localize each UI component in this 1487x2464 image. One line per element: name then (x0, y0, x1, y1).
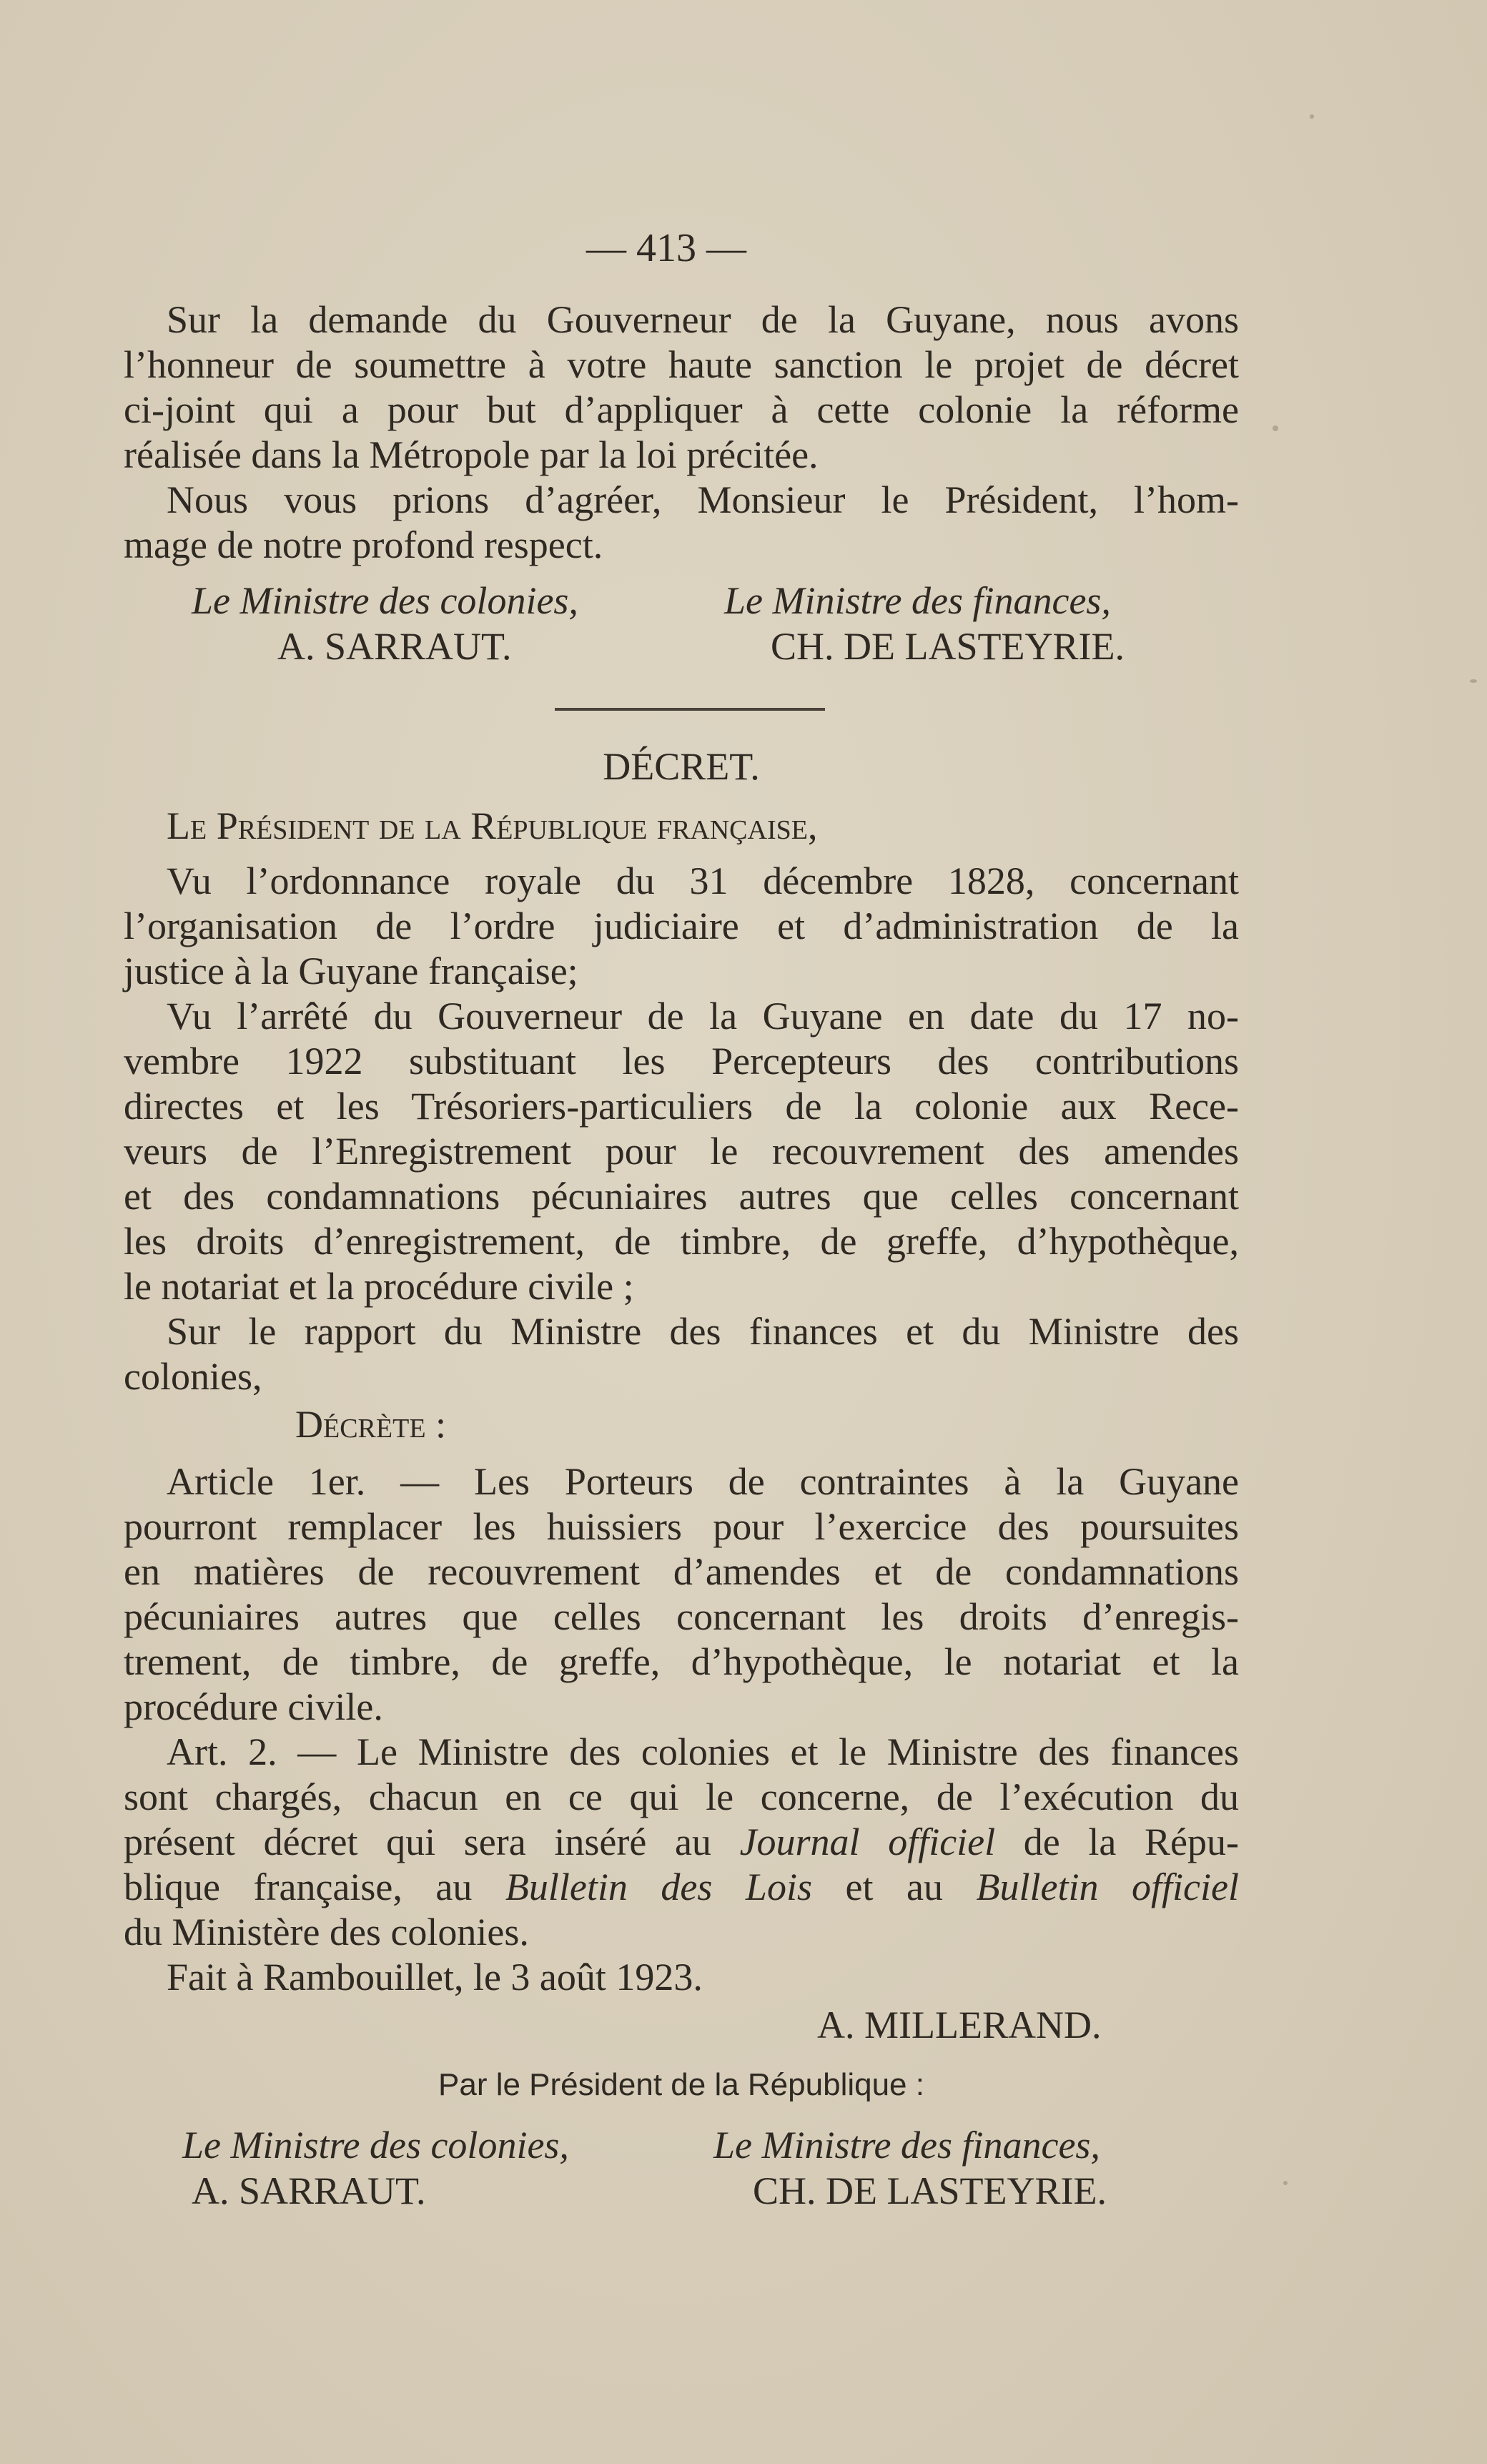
text-line: directes et les Trésoriers-particuliers de la colonie aux Rece- (124, 1085, 1239, 1128)
article-1-line: pourront remplacer les huissiers pour l’exercice des poursuites (124, 1505, 1239, 1548)
done-at-line: Fait à Rambouillet, le 3 août 1923. (167, 1956, 703, 1999)
text-line: l’honneur de soumettre à votre haute sanction le projet de décret (124, 343, 1239, 386)
paper-speck (1310, 114, 1314, 119)
article-1-line: en matières de recouvrement d’amendes et de condamnations (124, 1550, 1239, 1593)
text-line: ci-joint qui a pour but d’appliquer à cette colonie la réforme (124, 388, 1239, 431)
par-le-president: Par le Président de la République : (438, 2067, 924, 2102)
journal-officiel-ref: Journal officiel (739, 1820, 996, 1863)
signer-title-finances: Le Ministre des finances, (724, 579, 1111, 622)
president-signature: A. MILLERAND. (817, 2004, 1102, 2046)
signer-title-colonies: Le Ministre des colonies, (182, 2124, 569, 2167)
paper-speck (1283, 2181, 1288, 2185)
text-line: mage de notre profond respect. (124, 523, 603, 566)
article-2-text: présent décret qui sera inséré au (124, 1820, 740, 1863)
signer-name-lasteyrie: CH. DE LASTEYRIE. (771, 625, 1125, 668)
article-1-line: Article 1er. — Les Porteurs de contraintes à la Guyane (167, 1460, 1239, 1503)
article-2-line: sont chargés, chacun en ce qui le concerne, de l’exécution du (124, 1775, 1239, 1818)
article-2-line: Art. 2. — Le Ministre des colonies et le Ministre des finances (167, 1730, 1239, 1773)
paper-speck (1470, 679, 1477, 683)
article-2-line: du Ministère des colonies. (124, 1911, 529, 1953)
article-1-line: trement, de timbre, de greffe, d’hypothèque, le notariat et la (124, 1640, 1239, 1683)
signer-title-finances: Le Ministre des finances, (713, 2124, 1100, 2167)
article-2-line (124, 1864, 1239, 1910)
text-line: réalisée dans la Métropole par la loi précitée. (124, 433, 819, 476)
page-number: — 413 — (586, 226, 746, 270)
article-1-line: procédure civile. (124, 1685, 383, 1728)
signer-name-sarraut: A. SARRAUT. (277, 625, 512, 668)
article-2-text: de la Répu- (995, 1820, 1240, 1863)
text-line: Nous vous prions d’agréer, Monsieur le Président, l’hom- (167, 478, 1239, 521)
article-2-text: et au (811, 1866, 977, 1908)
signer-name-lasteyrie: CH. DE LASTEYRIE. (753, 2169, 1107, 2212)
decrete-heading: Décrète : (295, 1403, 447, 1446)
text-line: le notariat et la procédure civile ; (124, 1265, 634, 1308)
text-line: Sur la demande du Gouverneur de la Guyane, nous avons (167, 298, 1239, 341)
text-line: et des condamnations pécuniaires autres que celles concernant (124, 1175, 1239, 1218)
decree-title: DÉCRET. (603, 745, 760, 788)
text-line: colonies, (124, 1355, 262, 1398)
article-2-line (124, 1819, 1239, 1865)
text-line: veurs de l’Enregistrement pour le recouvrement des amendes (124, 1130, 1239, 1173)
text-line: les droits d’enregistrement, de timbre, de greffe, d’hypothèque, (124, 1220, 1239, 1263)
text-line: Vu l’ordonnance royale du 31 décembre 1828, concernant (167, 859, 1239, 902)
article-2-text: blique française, au (124, 1866, 505, 1908)
text-line: Vu l’arrêté du Gouverneur de la Guyane en date du 17 no- (167, 995, 1239, 1038)
text-line: vembre 1922 substituant les Percepteurs des contributions (124, 1040, 1239, 1083)
text-line: justice à la Guyane française; (124, 950, 578, 992)
bulletin-des-lois-ref: Bulletin des Lois (505, 1866, 812, 1908)
bulletin-officiel-ref: Bulletin officiel (976, 1866, 1239, 1908)
text-line: Sur le rapport du Ministre des finances et du Ministre des (167, 1310, 1239, 1353)
signer-name-sarraut: A. SARRAUT. (192, 2169, 426, 2212)
president-line: Le Président de la République française, (167, 804, 818, 847)
paper-speck (1273, 425, 1278, 431)
text-line: l’organisation de l’ordre judiciaire et d’administration de la (124, 905, 1239, 947)
signer-title-colonies: Le Ministre des colonies, (192, 579, 578, 622)
article-1-line: pécuniaires autres que celles concernant les droits d’enregis- (124, 1595, 1239, 1638)
section-divider (555, 708, 825, 711)
